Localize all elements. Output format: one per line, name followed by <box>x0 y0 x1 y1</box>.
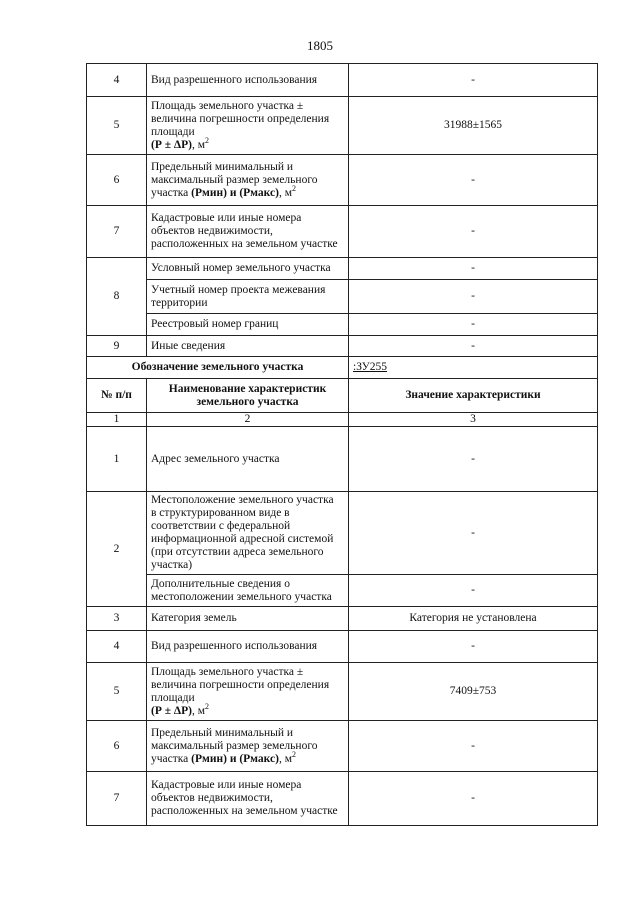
characteristic-value: - <box>349 258 598 280</box>
row-number: 6 <box>87 721 147 772</box>
column-number: 3 <box>349 413 598 427</box>
characteristic-value: - <box>349 64 598 97</box>
characteristic-name: Иные сведения <box>147 336 349 357</box>
characteristic-name: Предельный минимальный и максимальный размер земельного участка (Рмин) и (Рмакс), $м^2$ <box>147 155 349 206</box>
table-row <box>87 280 598 314</box>
header-row <box>87 379 598 413</box>
table-row <box>87 336 598 357</box>
characteristic-name: Кадастровые или иные номера объектов недвижимости, расположенных на земельном участке <box>147 206 349 258</box>
header-value: Значение характеристики <box>349 379 598 413</box>
characteristic-name: Вид разрешенного использования <box>147 64 349 97</box>
characteristic-value: Категория не установлена <box>349 607 598 631</box>
page-number: 1805 <box>307 38 333 53</box>
characteristic-value: - <box>349 772 598 826</box>
characteristic-name: Дополнительные сведения о местоположении земельного участка <box>147 575 349 607</box>
table-row <box>87 631 598 663</box>
characteristic-value: - <box>349 155 598 206</box>
table-row <box>87 663 598 721</box>
designation-row <box>87 357 598 379</box>
table-row <box>87 492 598 575</box>
characteristic-value: - <box>349 575 598 607</box>
characteristic-name: Реестровый номер границ <box>147 314 349 336</box>
characteristic-name: Предельный минимальный и максимальный размер земельного участка (Рмин) и (Рмакс), $м^2$ <box>147 721 349 772</box>
characteristic-name: Учетный номер проекта межевания территории <box>147 280 349 314</box>
header-name: Наименование характеристик земельного участка <box>147 379 349 413</box>
row-number: 4 <box>87 64 147 97</box>
row-number: 7 <box>87 206 147 258</box>
row-number: 3 <box>87 607 147 631</box>
characteristic-name: Площадь земельного участка ± величина погрешности определения площади (Р ± ΔР), $м^2$ <box>147 97 349 155</box>
characteristic-name: Местоположение земельного участка в структурированном виде в соответствии с федеральной информационной адресной системой (при отсутствии адреса земельного участка) <box>147 492 349 575</box>
table-row <box>87 206 598 258</box>
characteristic-name: Категория земель <box>147 607 349 631</box>
table-row <box>87 721 598 772</box>
table-row <box>87 97 598 155</box>
characteristic-name: Адрес земельного участка <box>147 427 349 492</box>
characteristic-value: - <box>349 314 598 336</box>
characteristic-value: - <box>349 427 598 492</box>
header-number: № п/п <box>87 379 147 413</box>
characteristic-value: - <box>349 492 598 575</box>
column-number: 1 <box>87 413 147 427</box>
land-plot-table <box>86 63 598 826</box>
characteristic-value: 7409±753 <box>349 663 598 721</box>
characteristic-value: 31988±1565 <box>349 97 598 155</box>
table-row <box>87 314 598 336</box>
row-number: 6 <box>87 155 147 206</box>
designation-label: Обозначение земельного участка <box>87 357 349 379</box>
table-row <box>87 772 598 826</box>
row-number: 8 <box>87 258 147 336</box>
table-row <box>87 427 598 492</box>
table-row <box>87 64 598 97</box>
table-row <box>87 575 598 607</box>
row-number: 1 <box>87 427 147 492</box>
row-number: 2 <box>87 492 147 607</box>
row-number: 7 <box>87 772 147 826</box>
characteristic-name: Условный номер земельного участка <box>147 258 349 280</box>
characteristic-name: Кадастровые или иные номера объектов недвижимости, расположенных на земельном участке <box>147 772 349 826</box>
characteristic-name: Вид разрешенного использования <box>147 631 349 663</box>
row-number: 5 <box>87 663 147 721</box>
column-number: 2 <box>147 413 349 427</box>
table-row <box>87 607 598 631</box>
designation-value: :ЗУ255 <box>349 357 598 379</box>
characteristic-value: - <box>349 631 598 663</box>
characteristic-value: - <box>349 206 598 258</box>
characteristic-name: Площадь земельного участка ± величина погрешности определения площади (Р ± ΔР), $м^2$ <box>147 663 349 721</box>
table-row <box>87 155 598 206</box>
characteristic-value: - <box>349 336 598 357</box>
table-row <box>87 258 598 280</box>
characteristic-value: - <box>349 280 598 314</box>
characteristic-value: - <box>349 721 598 772</box>
row-number: 9 <box>87 336 147 357</box>
row-number: 4 <box>87 631 147 663</box>
column-number-row <box>87 413 598 427</box>
row-number: 5 <box>87 97 147 155</box>
